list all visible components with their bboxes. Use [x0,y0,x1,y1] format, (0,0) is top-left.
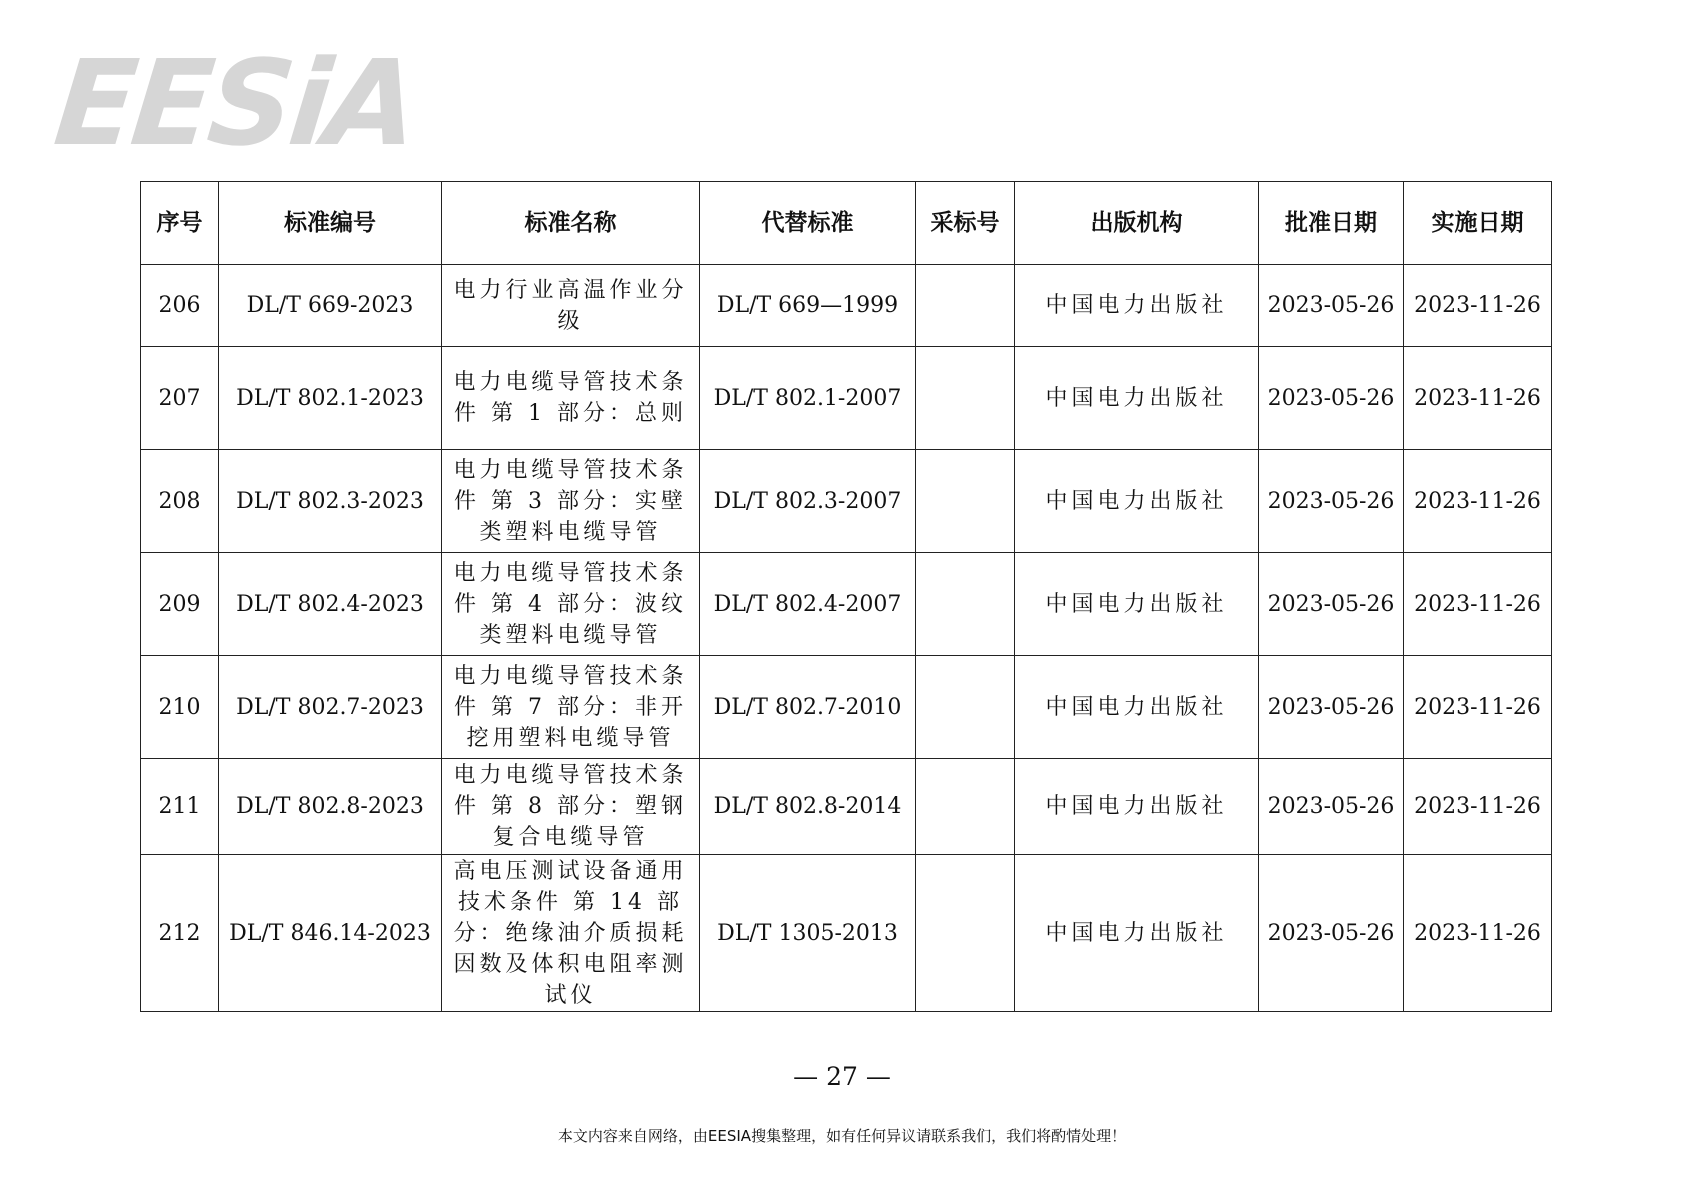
cell-effective: 2023-11-26 [1404,450,1552,553]
cell-effective: 2023-11-26 [1404,347,1552,450]
table-row [141,759,1552,855]
cell-effective: 2023-11-26 [1404,855,1552,1012]
cell-publisher: 中国电力出版社 [1015,553,1259,656]
table-row [141,265,1552,347]
cell-replaces: DL/T 1305-2013 [700,855,916,1012]
cell-seq: 207 [141,347,219,450]
cell-name: 电力行业高温作业分级 [442,265,700,347]
cell-adopt [916,656,1015,759]
cell-code: DL/T 802.1-2023 [219,347,442,450]
standards-table [140,181,1552,1012]
cell-publisher: 中国电力出版社 [1015,265,1259,347]
cell-replaces: DL/T 802.1-2007 [700,347,916,450]
cell-approved: 2023-05-26 [1259,656,1404,759]
cell-code: DL/T 669-2023 [219,265,442,347]
cell-code: DL/T 802.8-2023 [219,759,442,855]
cell-publisher: 中国电力出版社 [1015,759,1259,855]
cell-publisher: 中国电力出版社 [1015,450,1259,553]
cell-adopt [916,855,1015,1012]
cell-approved: 2023-05-26 [1259,347,1404,450]
table-row [141,553,1552,656]
header-code: 标准编号 [219,182,442,265]
header-replaces: 代替标准 [700,182,916,265]
table-row [141,450,1552,553]
cell-replaces: DL/T 802.8-2014 [700,759,916,855]
cell-effective: 2023-11-26 [1404,656,1552,759]
cell-name: 电力电缆导管技术条件 第 4 部分：波纹类塑料电缆导管 [442,553,700,656]
cell-name: 高电压测试设备通用技术条件 第 14 部分：绝缘油介质损耗因数及体积电阻率测试仪 [442,855,700,1012]
cell-effective: 2023-11-26 [1404,553,1552,656]
cell-code: DL/T 802.7-2023 [219,656,442,759]
header-publisher: 出版机构 [1015,182,1259,265]
cell-adopt [916,265,1015,347]
cell-effective: 2023-11-26 [1404,759,1552,855]
cell-approved: 2023-05-26 [1259,553,1404,656]
cell-adopt [916,759,1015,855]
cell-code: DL/T 802.4-2023 [219,553,442,656]
cell-replaces: DL/T 669—1999 [700,265,916,347]
header-name: 标准名称 [442,182,700,265]
eesia-logo: EESiA [48,34,422,172]
cell-replaces: DL/T 802.7-2010 [700,656,916,759]
cell-approved: 2023-05-26 [1259,855,1404,1012]
cell-publisher: 中国电力出版社 [1015,656,1259,759]
cell-adopt [916,450,1015,553]
table-row [141,855,1552,1012]
cell-seq: 209 [141,553,219,656]
cell-name: 电力电缆导管技术条件 第 1 部分：总则 [442,347,700,450]
table-header-row [141,182,1552,265]
cell-seq: 211 [141,759,219,855]
cell-code: DL/T 846.14-2023 [219,855,442,1012]
cell-adopt [916,347,1015,450]
header-approved: 批准日期 [1259,182,1404,265]
cell-seq: 208 [141,450,219,553]
cell-adopt [916,553,1015,656]
header-effective: 实施日期 [1404,182,1552,265]
cell-effective: 2023-11-26 [1404,265,1552,347]
cell-approved: 2023-05-26 [1259,450,1404,553]
table-row [141,347,1552,450]
page-number: — 27 — [793,1062,891,1091]
cell-approved: 2023-05-26 [1259,265,1404,347]
cell-seq: 206 [141,265,219,347]
cell-code: DL/T 802.3-2023 [219,450,442,553]
cell-name: 电力电缆导管技术条件 第 8 部分：塑钢复合电缆导管 [442,759,700,855]
table-row [141,656,1552,759]
header-seq: 序号 [141,182,219,265]
cell-replaces: DL/T 802.3-2007 [700,450,916,553]
cell-seq: 210 [141,656,219,759]
footer-disclaimer: 本文内容来自网络，由EESIA搜集整理，如有任何异议请联系我们，我们将酌情处理！ [557,1127,1127,1145]
cell-name: 电力电缆导管技术条件 第 3 部分：实壁类塑料电缆导管 [442,450,700,553]
cell-name: 电力电缆导管技术条件 第 7 部分：非开挖用塑料电缆导管 [442,656,700,759]
cell-approved: 2023-05-26 [1259,759,1404,855]
cell-publisher: 中国电力出版社 [1015,855,1259,1012]
header-adopt: 采标号 [916,182,1015,265]
cell-seq: 212 [141,855,219,1012]
cell-publisher: 中国电力出版社 [1015,347,1259,450]
cell-replaces: DL/T 802.4-2007 [700,553,916,656]
